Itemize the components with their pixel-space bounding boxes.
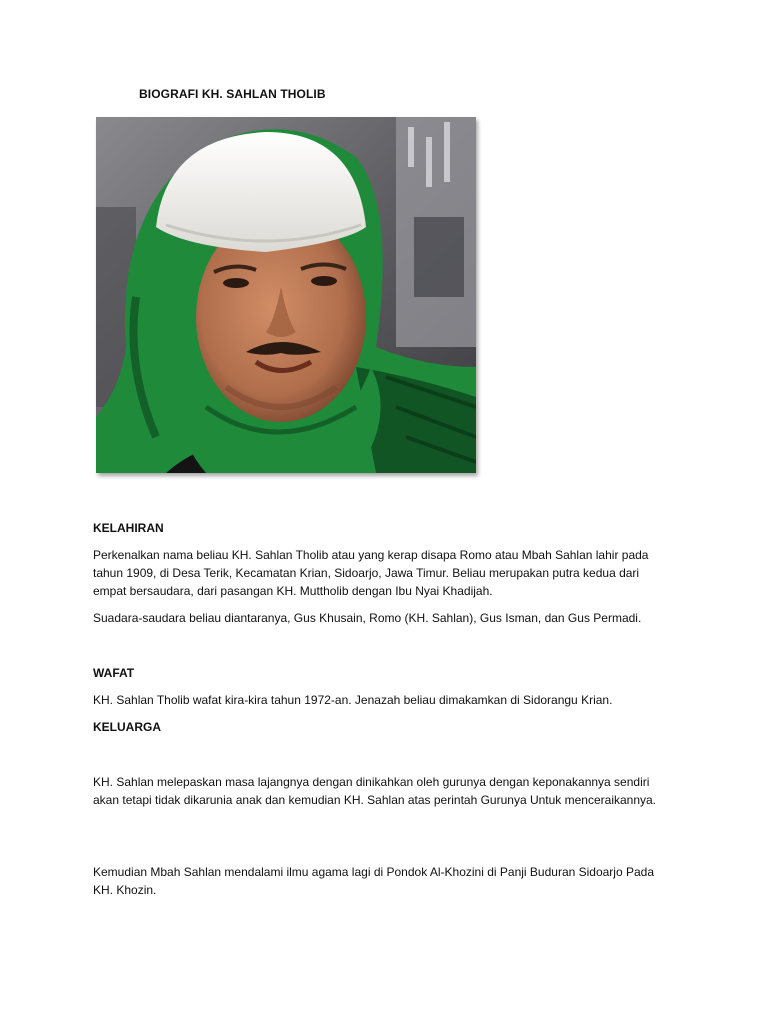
- paragraph-kelahiran-1: Perkenalkan nama beliau KH. Sahlan Tholib atau yang kerap disapa Romo atau Mbah Sahlan lahir pada tahun 1909, di Desa Terik, Kecamatan Krian, Sidoarjo, Jawa Timur. Beliau merupakan putra kedua dari empat bersaudara, dari pasangan KH. Muttholib dengan Ibu Nyai Khadijah.: [93, 548, 649, 598]
- section-heading-keluarga: KELUARGA: [93, 720, 161, 734]
- paragraph-wafat-1: KH. Sahlan Tholib wafat kira-kira tahun 1972-an. Jenazah beliau dimakamkan di Sidorangu Krian.: [93, 693, 613, 707]
- paragraph-keluarga-2: Kemudian Mbah Sahlan mendalami ilmu agama lagi di Pondok Al-Khozini di Panji Buduran Sidoarjo Pada KH. Khozin.: [93, 865, 655, 897]
- document-title: BIOGRAFI KH. SAHLAN THOLIB: [139, 87, 326, 101]
- portrait-photo: [96, 117, 476, 473]
- paragraph-keluarga-1: KH. Sahlan melepaskan masa lajangnya dengan dinikahkan oleh gurunya dengan keponakannya sendiri akan tetapi tidak dikarunia anak dan kemudian KH. Sahlan atas perintah Gurunya Untuk menceraikannya.: [93, 775, 657, 807]
- paragraph-kelahiran-2: Suadara-saudara beliau diantaranya, Gus Khusain, Romo (KH. Sahlan), Gus Isman, dan Gus Permadi.: [93, 611, 642, 625]
- section-heading-kelahiran: KELAHIRAN: [93, 521, 164, 535]
- portrait-illustration: [96, 117, 476, 473]
- section-heading-wafat: WAFAT: [93, 666, 135, 680]
